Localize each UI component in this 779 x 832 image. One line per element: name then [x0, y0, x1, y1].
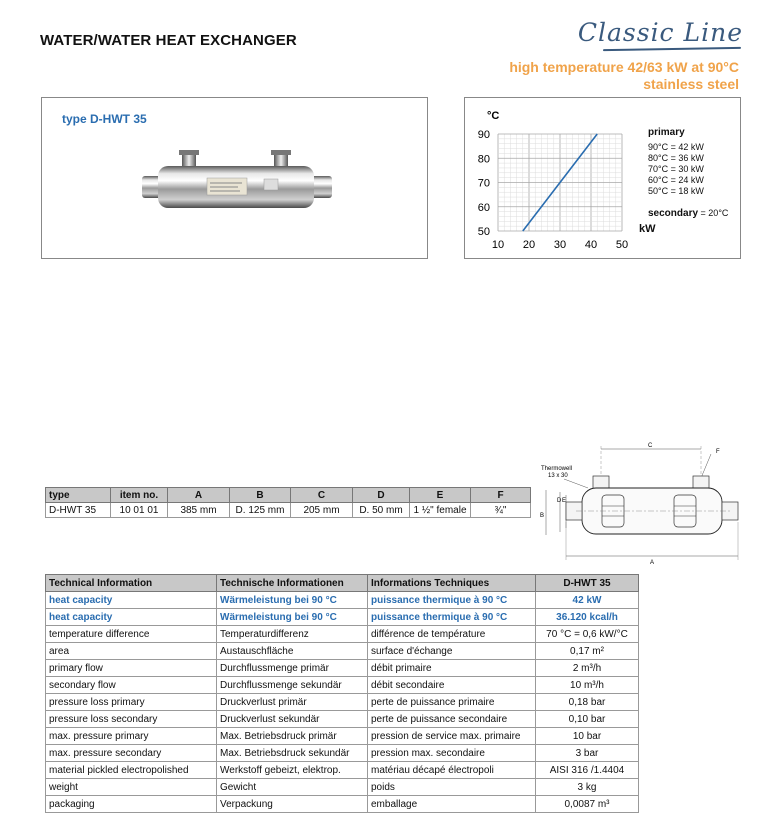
x-tick-label: 30: [553, 239, 567, 251]
tech-cell-en: packaging: [46, 796, 217, 813]
table-row: [46, 503, 531, 518]
tech-cell-de: Durchflussmenge sekundär: [217, 677, 368, 694]
x-axis-label: kW: [639, 223, 656, 235]
tech-cell-en: temperature difference: [46, 626, 217, 643]
x-tick-label: 10: [491, 239, 505, 251]
tech-cell-fr: pression de service max. primaire: [368, 728, 536, 745]
tech-cell-fr: surface d'échange: [368, 643, 536, 660]
tech-cell-de: Max. Betriebsdruck primär: [217, 728, 368, 745]
drawing-label-b: B: [540, 513, 545, 519]
tech-header-de: Technische Informationen: [217, 575, 368, 592]
dim-cell: D. 125 mm: [230, 503, 291, 518]
chart-legend: [648, 127, 728, 219]
dim-cell: 385 mm: [168, 503, 230, 518]
tech-cell-value: 3 kg: [536, 779, 639, 796]
x-tick-label: 20: [522, 239, 536, 251]
tech-cell-fr: débit primaire: [368, 660, 536, 677]
tech-cell-de: Austauschfläche: [217, 643, 368, 660]
subtitle: [509, 59, 739, 93]
tech-cell-de: Druckverlust primär: [217, 694, 368, 711]
dim-cell: 1 ½" female: [410, 503, 471, 518]
table-row: [46, 643, 639, 660]
tech-cell-value: 0,17 m²: [536, 643, 639, 660]
legend-item: 70°C = 30 kW: [648, 164, 704, 174]
table-row: [46, 592, 639, 609]
legend-secondary-label: secondary: [648, 208, 699, 219]
tech-cell-en: weight: [46, 779, 217, 796]
tech-cell-fr: emballage: [368, 796, 536, 813]
dim-header: B: [230, 488, 291, 503]
legend-secondary: [648, 208, 728, 219]
drawing-label-e: E: [562, 498, 567, 504]
dim-header: type: [46, 488, 111, 503]
technical-info-table: [45, 574, 639, 813]
thermowell-label: Thermowell: [541, 466, 573, 472]
y-tick-label: 50: [477, 226, 490, 238]
tech-cell-fr: différence de température: [368, 626, 536, 643]
tech-cell-fr: pression max. secondaire: [368, 745, 536, 762]
tech-cell-value: AISI 316 /1.4404: [536, 762, 639, 779]
tech-header-fr: Informations Techniques: [368, 575, 536, 592]
tech-cell-en: pressure loss primary: [46, 694, 217, 711]
dim-header: C: [291, 488, 353, 503]
table-row: [46, 609, 639, 626]
table-row: [46, 796, 639, 813]
tech-cell-de: Temperaturdifferenz: [217, 626, 368, 643]
y-tick-label: 90: [477, 129, 490, 141]
legend-item: 50°C = 18 kW: [648, 186, 704, 196]
tech-cell-fr: débit secondaire: [368, 677, 536, 694]
tech-cell-value: 70 °C = 0,6 kW/°C: [536, 626, 639, 643]
legend-item: 60°C = 24 kW: [648, 175, 704, 185]
table-row: [46, 694, 639, 711]
drawing-label-a: A: [650, 560, 655, 566]
table-row: [46, 728, 639, 745]
tech-cell-de: Max. Betriebsdruck sekundär: [217, 745, 368, 762]
tech-cell-value: 10 m³/h: [536, 677, 639, 694]
product-box: [41, 97, 428, 259]
tech-header-en: Technical Information: [46, 575, 217, 592]
y-tick-label: 70: [477, 177, 490, 190]
tech-cell-en: pressure loss secondary: [46, 711, 217, 728]
table-row: [46, 779, 639, 796]
page-title: WATER/WATER HEAT EXCHANGER: [40, 32, 297, 49]
tech-cell-value: 2 m³/h: [536, 660, 639, 677]
product-type-label: type D-HWT 35: [62, 112, 147, 126]
y-tick-label: 80: [477, 153, 490, 166]
dim-header: A: [168, 488, 230, 503]
tech-header-model: D-HWT 35: [536, 575, 639, 592]
product-image: [42, 98, 429, 260]
tech-cell-de: Wärmeleistung bei 90 °C: [217, 609, 368, 626]
dim-header: F: [471, 488, 531, 503]
tech-cell-en: heat capacity: [46, 592, 217, 609]
tech-cell-value: 10 bar: [536, 728, 639, 745]
tech-cell-value: 36.120 kcal/h: [536, 609, 639, 626]
subtitle-line-2: stainless steel: [643, 76, 739, 92]
thermowell-size: 13 x 30: [548, 473, 568, 479]
dim-header: item no.: [111, 488, 168, 503]
tech-cell-en: area: [46, 643, 217, 660]
tech-cell-value: 42 kW: [536, 592, 639, 609]
dim-cell: 205 mm: [291, 503, 353, 518]
dim-cell: D. 50 mm: [353, 503, 410, 518]
table-row: [46, 677, 639, 694]
technical-drawing: [526, 440, 766, 572]
table-row: [46, 762, 639, 779]
tech-cell-fr: puissance thermique à 90 °C: [368, 592, 536, 609]
drawing-label-d: D: [557, 498, 562, 504]
dim-header: D: [353, 488, 410, 503]
tech-cell-fr: puissance thermique à 90 °C: [368, 609, 536, 626]
tech-cell-en: secondary flow: [46, 677, 217, 694]
tech-cell-value: 0,18 bar: [536, 694, 639, 711]
tech-cell-fr: perte de puissance primaire: [368, 694, 536, 711]
tech-header-row: [46, 575, 639, 592]
brand-logo: Classic Line: [577, 18, 743, 47]
dimensions-table: [45, 487, 531, 518]
tech-cell-value: 3 bar: [536, 745, 639, 762]
x-tick-label: 50: [615, 239, 629, 251]
tech-cell-de: Verpackung: [217, 796, 368, 813]
brand-underline: [603, 47, 741, 51]
tech-cell-value: 0,0087 m³: [536, 796, 639, 813]
y-axis-label: °C: [487, 110, 500, 122]
tech-cell-de: Wärmeleistung bei 90 °C: [217, 592, 368, 609]
table-row: [46, 660, 639, 677]
subtitle-line-1: high temperature 42/63 kW at 90°C: [509, 59, 739, 75]
table-row: [46, 711, 639, 728]
legend-item: 80°C = 36 kW: [648, 153, 704, 163]
tech-cell-en: primary flow: [46, 660, 217, 677]
legend-secondary-value: = 20°C: [700, 208, 729, 218]
dim-header: E: [410, 488, 471, 503]
dim-cell: ¾": [471, 503, 531, 518]
tech-cell-de: Durchflussmenge primär: [217, 660, 368, 677]
tech-cell-en: heat capacity: [46, 609, 217, 626]
tech-cell-fr: poids: [368, 779, 536, 796]
drawing-label-c: C: [648, 443, 653, 449]
tech-cell-de: Gewicht: [217, 779, 368, 796]
table-row: [46, 745, 639, 762]
tech-cell-de: Druckverlust sekundär: [217, 711, 368, 728]
drawing-label-f: F: [716, 449, 720, 455]
tech-cell-fr: matériau décapé électropoli: [368, 762, 536, 779]
legend-title: primary: [648, 127, 685, 138]
y-tick-label: 60: [477, 201, 490, 214]
temperature-chart: [464, 97, 741, 259]
x-tick-label: 40: [584, 239, 598, 251]
legend-item: 90°C = 42 kW: [648, 142, 704, 152]
table-row: [46, 626, 639, 643]
tech-cell-en: max. pressure primary: [46, 728, 217, 745]
tech-cell-en: max. pressure secondary: [46, 745, 217, 762]
dim-cell: D-HWT 35: [46, 503, 111, 518]
dim-cell: 10 01 01: [111, 503, 168, 518]
dimensions-header-row: [46, 488, 531, 503]
tech-cell-en: material pickled electropolished: [46, 762, 217, 779]
tech-cell-value: 0,10 bar: [536, 711, 639, 728]
tech-cell-fr: perte de puissance secondaire: [368, 711, 536, 728]
tech-cell-de: Werkstoff gebeizt, elektrop.: [217, 762, 368, 779]
